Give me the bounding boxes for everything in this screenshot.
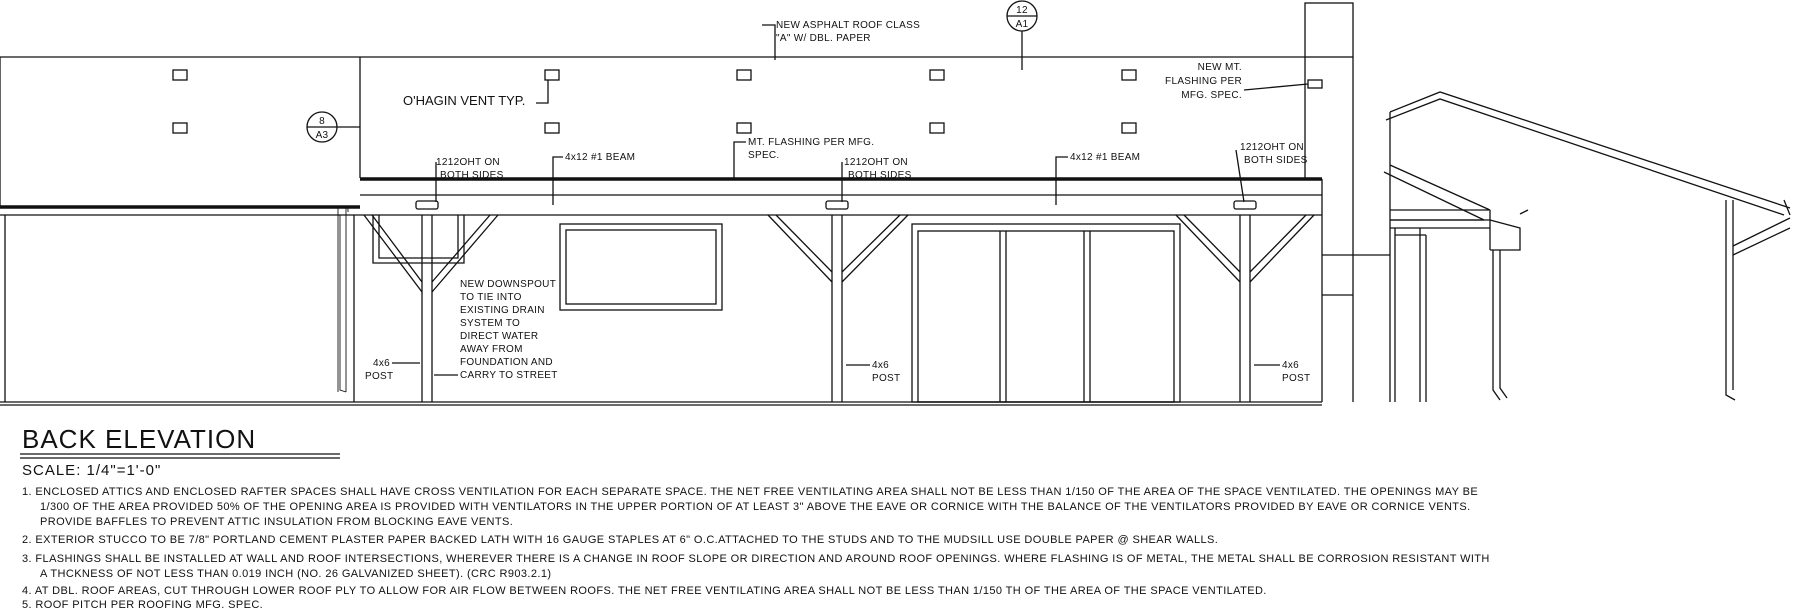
downspout-line1: NEW DOWNSPOUT bbox=[460, 279, 557, 290]
note-1-line1: 1. ENCLOSED ATTICS AND ENCLOSED RAFTER SPACES SHALL HAVE CROSS VENTILATION FOR EACH SEPARATE SPACE. THE NET FREE VENTILATING AREA SHALL NOT BE LESS THAN 1/150 OF THE AREA OF THE SPACE VENTILATED. THE OPENINGS MAY BE bbox=[22, 486, 1479, 498]
flashing-right-line2: FLASHING PER bbox=[1165, 76, 1242, 87]
general-notes bbox=[22, 486, 1490, 610]
detail-top-num: 12 bbox=[1016, 5, 1028, 16]
hanger-3-line2: BOTH SIDES bbox=[1244, 155, 1308, 166]
downspout-line4: SYSTEM TO bbox=[460, 318, 521, 329]
hanger-2-line1: 1212OHT ON bbox=[844, 157, 908, 168]
left-downspout bbox=[340, 215, 346, 392]
detail-callout-left bbox=[307, 112, 360, 142]
hanger-3-line1: 1212OHT ON bbox=[1240, 142, 1304, 153]
large-window bbox=[560, 224, 722, 310]
flashing-right-line3: MFG. SPEC. bbox=[1181, 90, 1242, 101]
post-3-size: 4x6 bbox=[1282, 360, 1300, 371]
post-1-size: 4x6 bbox=[373, 358, 391, 369]
drawing-scale: SCALE: 1/4"=1'-0" bbox=[22, 462, 162, 479]
downspout-line3: EXISTING DRAIN bbox=[460, 305, 545, 316]
flashing-right-note bbox=[1165, 62, 1308, 101]
ohagin-vents bbox=[173, 70, 1136, 133]
downspout-note bbox=[434, 279, 558, 381]
drawing-title: BACK ELEVATION bbox=[22, 424, 257, 454]
post-note-3 bbox=[1254, 360, 1310, 384]
note-1-line3: PROVIDE BAFFLES TO PREVENT ATTIC INSULATION FROM BLOCKING EAVE VENTS. bbox=[40, 516, 514, 528]
roof-note bbox=[762, 20, 920, 60]
post-2-size: 4x6 bbox=[872, 360, 890, 371]
note-5: 5. ROOF PITCH PER ROOFING MFG. SPEC. bbox=[22, 599, 264, 610]
chimney bbox=[1305, 3, 1390, 402]
sliding-door bbox=[912, 224, 1180, 402]
post-note-1 bbox=[365, 358, 420, 382]
flashing-mid-line2: SPEC. bbox=[748, 150, 780, 161]
note-3-line2: A THCKNESS OF NOT LESS THAN 0.019 INCH (NO. 26 GALVANIZED SHEET). (CRC R903.2.1) bbox=[40, 568, 552, 580]
hanger-note-3 bbox=[1236, 142, 1308, 202]
right-wing bbox=[1384, 92, 1790, 402]
main-roof-outline bbox=[0, 57, 1322, 215]
vent-note bbox=[403, 80, 548, 108]
left-wall bbox=[0, 207, 1322, 405]
title-block bbox=[20, 424, 340, 479]
note-1-line2: 1/300 OF THE AREA PROVIDED 50% OF THE OPENING AREA IS PROVIDED WITH VENTILATORS IN THE UPPER PORTION OF AT LEAST 3" ABOVE THE EAVE OR CORNICE WITH THE BALANCE OF THE VENTILATORS PROVIDED BY EAVE OR CORNICE VENTS. bbox=[40, 501, 1471, 513]
post-1-label: POST bbox=[365, 371, 394, 382]
note-2: 2. EXTERIOR STUCCO TO BE 7/8" PORTLAND CEMENT PLASTER PAPER BACKED LATH WITH 16 GAUGE STAPLES AT 6" O.C.ATTACHED TO THE STUDS AND TO THE MUDSILL USE DOUBLE PAPER @ SHEAR WALLS. bbox=[22, 534, 1219, 546]
downspout-line6: AWAY FROM bbox=[460, 344, 523, 355]
detail-top-sheet: A1 bbox=[1015, 19, 1029, 30]
roof-note-line1: NEW ASPHALT ROOF CLASS bbox=[776, 20, 921, 31]
roof-note-line2: "A" W/ DBL. PAPER bbox=[776, 33, 871, 44]
hanger-2-line2: BOTH SIDES bbox=[848, 170, 912, 181]
detail-callout-top bbox=[1007, 1, 1037, 70]
vent-note-text: O'HAGIN VENT TYP. bbox=[403, 93, 526, 108]
downspout-line5: DIRECT WATER bbox=[460, 331, 539, 342]
note-3-line1: 3. FLASHINGS SHALL BE INSTALLED AT WALL AND ROOF INTERSECTIONS, WHEREVER THERE IS A CHANGE IN ROOF SLOPE OR DIRECTION AND AROUND ROOF OPENINGS. WHERE FLASHING IS OF METAL, THE METAL SHALL BE CORROSION RESISTANT WITH bbox=[22, 553, 1490, 565]
post-note-2 bbox=[846, 360, 900, 384]
post-2-label: POST bbox=[872, 373, 901, 384]
post-3-label: POST bbox=[1282, 373, 1311, 384]
flashing-right-line1: NEW MT. bbox=[1197, 62, 1242, 73]
downspout-line2: TO TIE INTO bbox=[460, 292, 522, 303]
hanger-1-line1: 1212OHT ON bbox=[436, 157, 500, 168]
hanger-1-line2: BOTH SIDES bbox=[440, 170, 504, 181]
beam-1-text: 4x12 #1 BEAM bbox=[565, 152, 636, 163]
flashing-mid-line1: MT. FLASHING PER MFG. bbox=[748, 137, 875, 148]
small-window bbox=[373, 215, 464, 263]
downspout-line8: CARRY TO STREET bbox=[460, 370, 558, 381]
detail-left-num: 8 bbox=[319, 116, 325, 127]
beam-2-text: 4x12 #1 BEAM bbox=[1070, 152, 1141, 163]
detail-left-sheet: A3 bbox=[315, 130, 329, 141]
downspout-line7: FOUNDATION AND bbox=[460, 357, 553, 368]
note-4: 4. AT DBL. ROOF AREAS, CUT THROUGH LOWER ROOF PLY TO ALLOW FOR AIR FLOW BETWEEN ROOFS. THE NET FREE VENTILATING AREA SHALL NOT BE LESS THAN 1/150 TH OF THE AREA OF THE SPACE VENTILATED. bbox=[22, 585, 1267, 597]
